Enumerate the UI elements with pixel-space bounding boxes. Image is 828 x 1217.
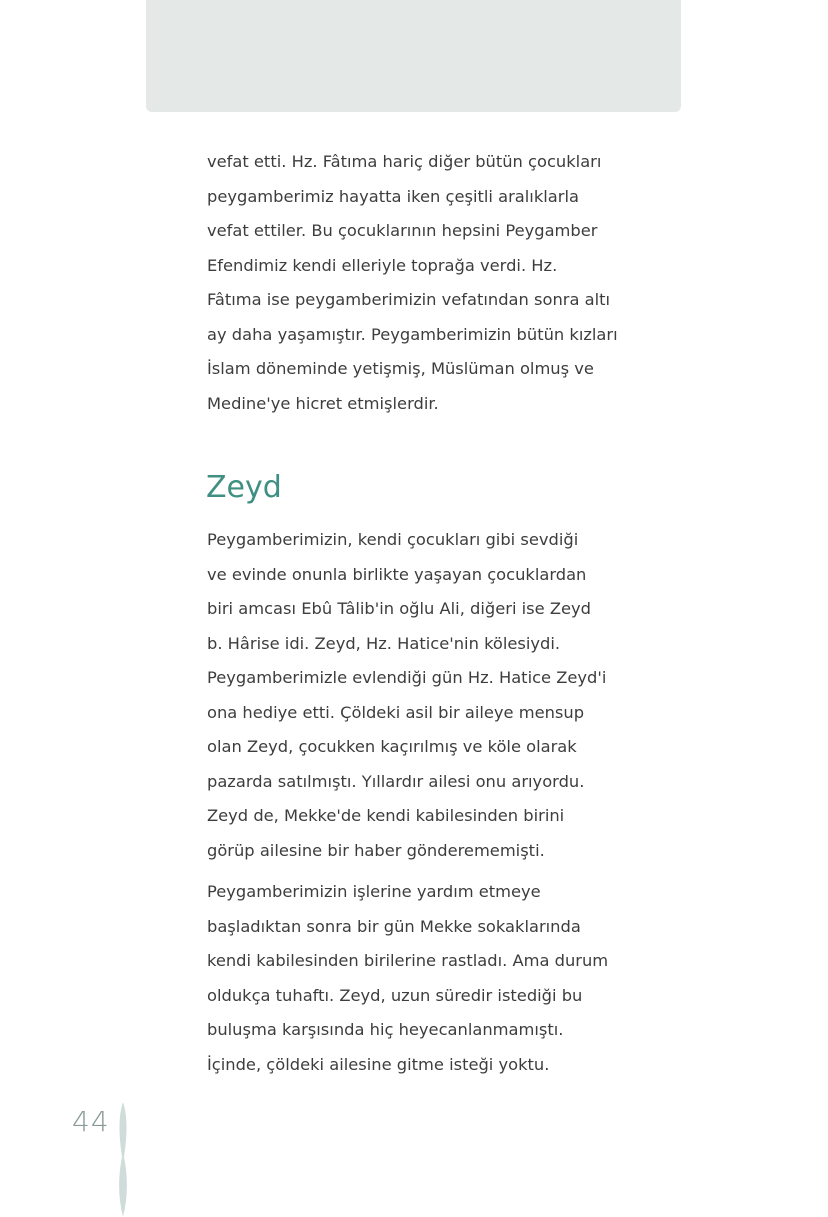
paragraph-1 xyxy=(207,145,618,421)
text-line: Medine'ye hicret etmişlerdir. xyxy=(207,393,439,413)
text-line: b. Hârise idi. Zeyd, Hz. Hatice'nin kölesiydi. xyxy=(207,633,561,653)
page-ornament-icon xyxy=(113,1102,133,1217)
text-line: Zeyd de, Mekke'de kendi kabilesinden birini xyxy=(207,806,565,825)
text-line: peygamberimiz hayatta iken çeşitli aralıklarla xyxy=(207,186,579,206)
text-line: Peygamberimizin işlerine yardım etmeye xyxy=(207,882,541,901)
text-line: ve evinde onunla birlikte yaşayan çocuklardan xyxy=(207,564,587,584)
text-line: başladıktan sonra bir gün Mekke sokaklarında xyxy=(207,916,581,936)
text-line: Efendimiz kendi elleriyle toprağa verdi. Hz. xyxy=(207,255,558,275)
text-line: Fâtıma ise peygamberimizin vefatından sonra altı xyxy=(207,290,611,309)
paragraph-3 xyxy=(207,875,608,1082)
text-line: pazarda satılmıştı. Yıllardır ailesi onu arıyordu. xyxy=(207,771,585,791)
text-line: ona hediye etti. Çöldeki asil bir aileye mensup xyxy=(207,702,585,722)
text-line: İçinde, çöldeki ailesine gitme isteği yoktu. xyxy=(207,1054,550,1074)
text-line: Peygamberimizin, kendi çocukları gibi sevdiği xyxy=(207,530,579,549)
text-line: buluşma karşısında hiç heyecanlanmamıştı. xyxy=(207,1020,564,1039)
text-line: ay daha yaşamıştır. Peygamberimizin bütün kızları xyxy=(207,324,618,344)
text-line: İslam döneminde yetişmiş, Müslüman olmuş ve xyxy=(207,359,594,378)
paragraph-2 xyxy=(207,523,606,868)
image-placeholder-box xyxy=(146,0,681,112)
text-line: kendi kabilesinden birilerine rastladı. Ama durum xyxy=(207,951,609,970)
text-line: vefat etti. Hz. Fâtıma hariç diğer bütün çocukları xyxy=(207,152,602,171)
section-heading: Zeyd xyxy=(206,470,282,505)
text-line: biri amcası Ebû Tâlib'in oğlu Ali, diğeri ise Zeyd xyxy=(207,599,591,618)
text-line: olan Zeyd, çocukken kaçırılmış ve köle olarak xyxy=(207,737,577,756)
text-line: görüp ailesine bir haber gönderememişti. xyxy=(207,840,545,860)
page-number: 44 xyxy=(72,1105,110,1138)
text-line: Peygamberimizle evlendiği gün Hz. Hatice Zeyd'i xyxy=(207,668,607,687)
text-line: vefat ettiler. Bu çocuklarının hepsini Peygamber xyxy=(207,221,598,240)
text-line: oldukça tuhaftı. Zeyd, uzun süredir istediği bu xyxy=(207,985,583,1005)
